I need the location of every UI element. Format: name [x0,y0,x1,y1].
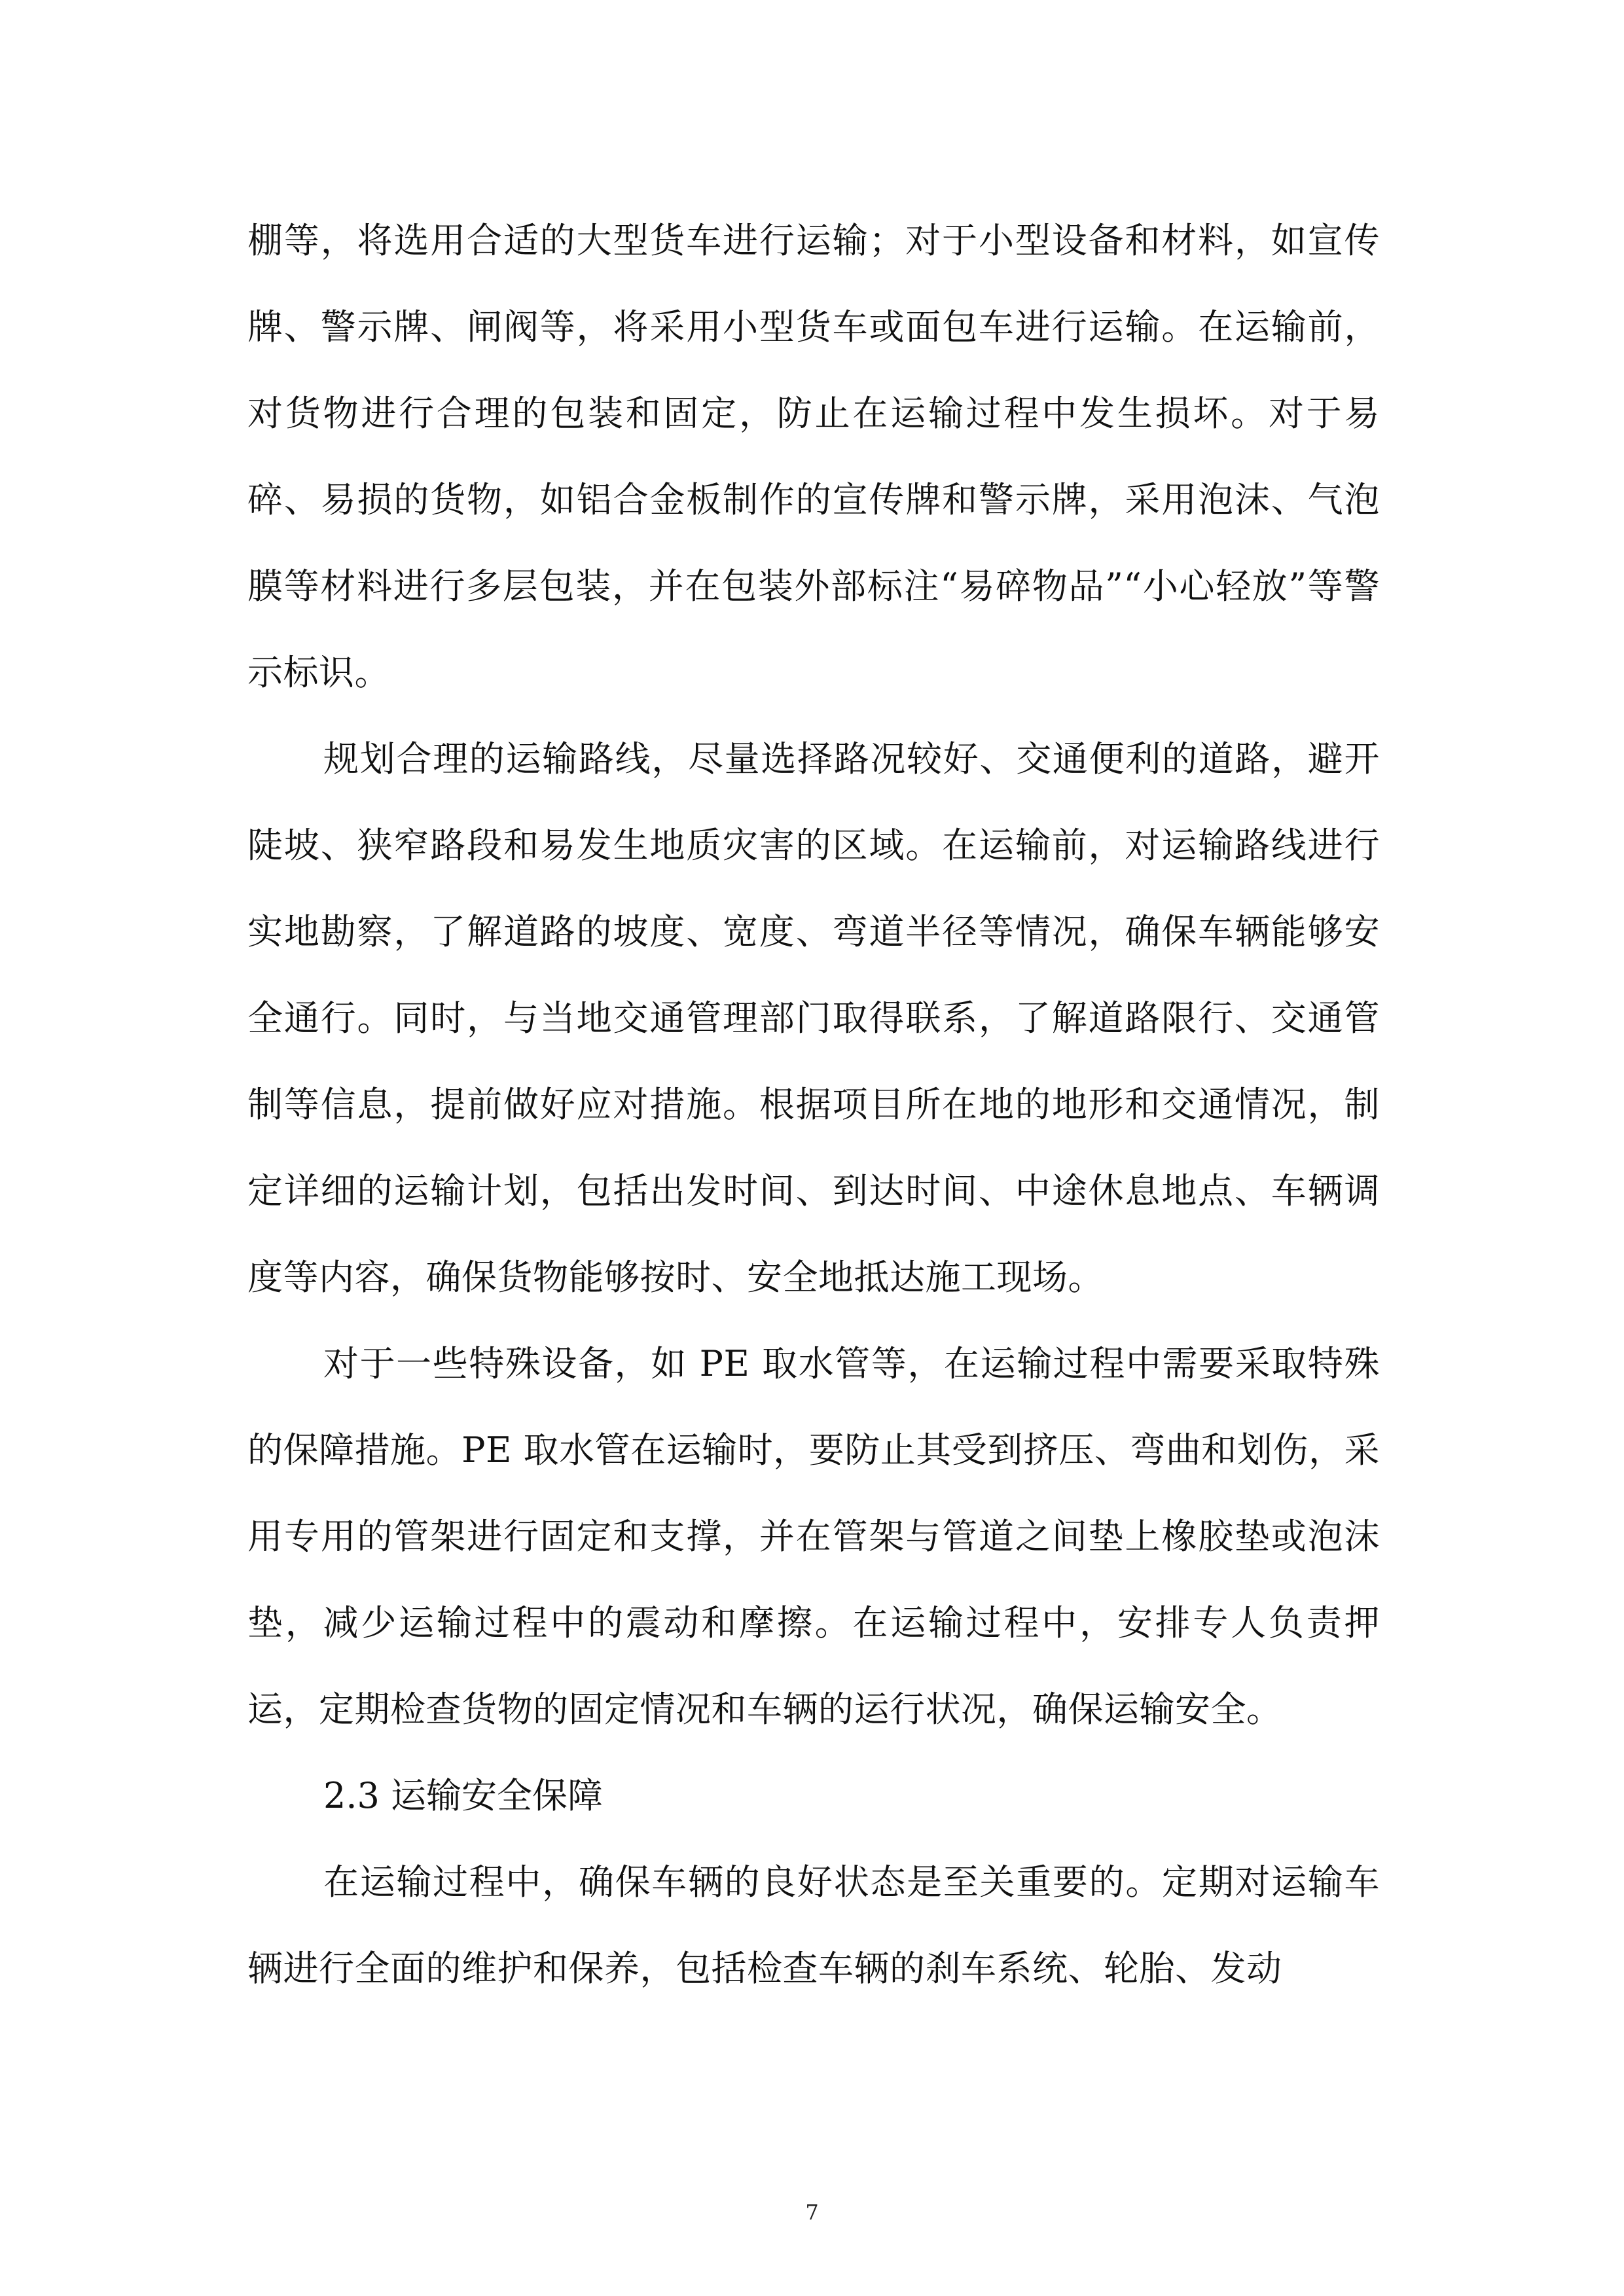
page-number: 7 [805,2200,819,2225]
paragraph-transport-route: 规划合理的运输路线，尽量选择路况较好、交通便利的道路，避开陡坡、狭窄路段和易发生地质灾害的区域。在运输前，对运输路线进行实地勘察，了解道路的坡度、宽度、弯道半径等情况，确保车辆能够安全通行。同时，与当地交通管理部门取得联系，了解道路限行、交通管制等信息，提前做好应对措施。根据项目所在地的地形和交通情况，制定详细的运输计划，包括出发时间、到达时间、中途休息地点、车辆调度等内容，确保货物能够按时、安全地抵达施工现场。 [247,738,1380,1298]
paragraph-vehicle-maintenance: 在运输过程中，确保车辆的良好状态是至关重要的。定期对运输车辆进行全面的维护和保养，包括检查车辆的刹车系统、轮胎、发动 [247,1861,1380,1989]
paragraph-special-equipment: 对于一些特殊设备，如 PE 取水管等，在运输过程中需要采取特殊的保障措施。PE 取水管在运输时，要防止其受到挤压、弯曲和划伤，采用专用的管架进行固定和支撑，并在管架与管道之间垫上橡胶垫或泡沫垫，减少运输过程中的震动和摩擦。在运输过程中，安排专人负责押运，定期检查货物的固定情况和车辆的运行状况，确保运输安全。 [247,1343,1380,1730]
section-heading-transport-safety: 2.3 运输安全保障 [323,1775,604,1816]
page-body [247,198,1380,2012]
paragraph-continued-packaging: 棚等，将选用合适的大型货车进行运输；对于小型设备和材料，如宣传牌、警示牌、闸阀等，将采用小型货车或面包车进行运输。在运输前，对货物进行合理的包装和固定，防止在运输过程中发生损坏。对于易碎、易损的货物，如铝合金板制作的宣传牌和警示牌，采用泡沫、气泡膜等材料进行多层包装，并在包装外部标注“易碎物品”“小心轻放”等警示标识。 [247,220,1380,693]
